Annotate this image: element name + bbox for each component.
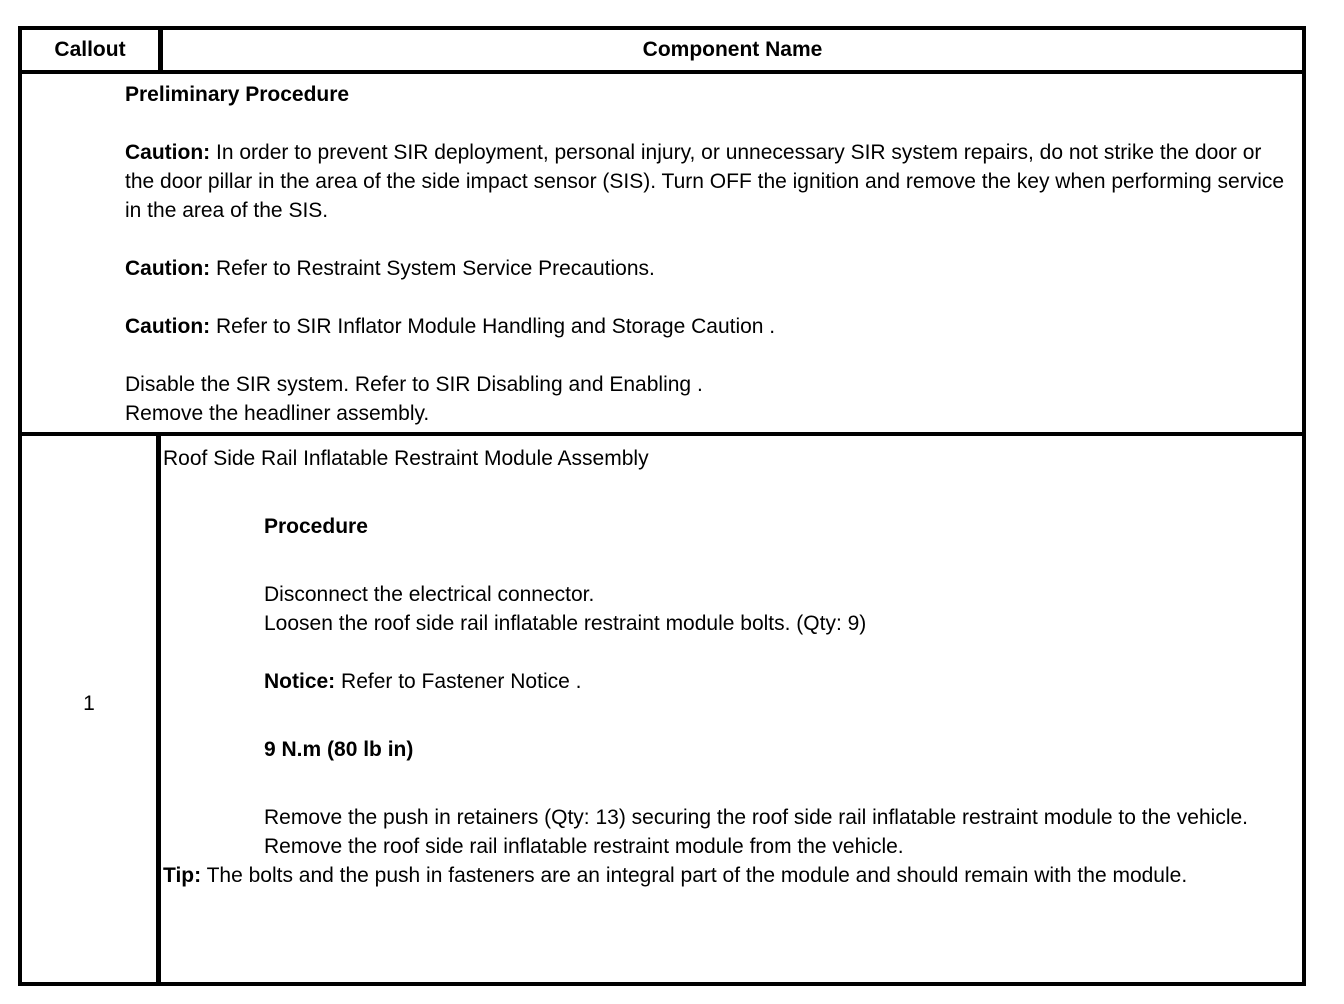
notice-paragraph [264,667,1288,696]
tip-paragraph [163,861,1288,890]
caution-text: In order to prevent SIR deployment, personal injury, or unnecessary SIR system repairs, do not strike the door or the door pillar in the area of the side impact sensor (SIS). Turn OFF the ignition and remove the key when performing service in the area of the SIS. [125,141,1285,222]
procedure-step: Remove the push in retainers (Qty: 13) securing the roof side rail inflatable restraint module to the vehicle. [264,806,1248,829]
caution-label: Caution: [125,315,211,338]
procedure-step: Disable the SIR system. Refer to SIR Disabling and Enabling . [125,373,703,396]
caution-paragraph [125,138,1288,225]
procedure-step: Remove the roof side rail inflatable restraint module from the vehicle. [264,835,904,858]
tip-label: Tip: [163,864,202,887]
caution-paragraph [125,312,1288,341]
caution-paragraph [125,254,1288,283]
notice-label: Notice: [264,670,336,693]
caution-label: Caution: [125,257,211,280]
callout-number: 1 [83,692,95,715]
procedure-step: Loosen the roof side rail inflatable restraint module bolts. (Qty: 9) [264,612,867,635]
caution-text: Refer to SIR Inflator Module Handling and Storage Caution . [210,315,776,338]
callout-1-row [22,436,1302,982]
procedure-table [18,26,1306,986]
procedure-step: Disconnect the electrical connector. [264,583,595,606]
notice-text: Refer to Fastener Notice . [335,670,582,693]
component-name-column-header: Component Name [642,38,823,61]
callout-column-header: Callout [54,38,126,61]
procedure-step: Remove the headliner assembly. [125,402,430,425]
preliminary-procedure-title: Preliminary Procedure [125,83,350,106]
column-divider [156,436,161,982]
caution-text: Refer to Restraint System Service Precautions. [210,257,655,280]
table-header-row [22,30,1302,74]
preliminary-procedure-content [125,80,1288,428]
preliminary-procedure-row [22,74,1302,436]
caution-label: Caution: [125,141,211,164]
tip-text: The bolts and the push in fasteners are an integral part of the module and should remain with the module. [201,864,1188,887]
procedure-title: Procedure [264,515,368,538]
component-content [163,444,1288,890]
component-name: Roof Side Rail Inflatable Restraint Module Assembly [163,447,649,470]
torque-spec: 9 N.m (80 lb in) [264,738,414,761]
